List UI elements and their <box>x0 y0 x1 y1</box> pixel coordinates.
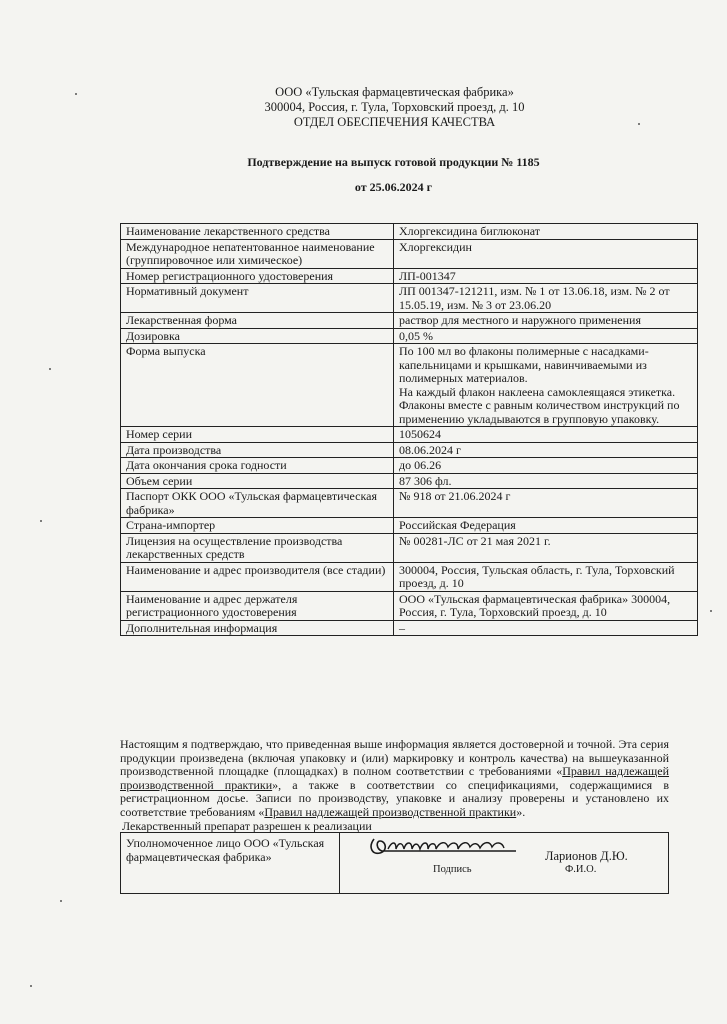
table-row <box>121 533 698 562</box>
table-row <box>121 562 698 591</box>
row-value: Хлоргексидина биглюконат <box>394 224 698 240</box>
row-value: Хлоргексидин <box>394 239 698 268</box>
table-row <box>121 328 698 344</box>
declaration-text <box>120 738 669 819</box>
declaration-part-2: », а также в соответствии со спецификациями, содержащимися в регистрационном досье. Записи по производству, упаковке и анализу проверены и установлено их соответствие требованиям « <box>120 777 669 819</box>
row-value: 1050624 <box>394 427 698 443</box>
row-label: Паспорт ОКК ООО «Тульская фармацевтическая фабрика» <box>121 489 394 518</box>
signature-label: Подпись <box>433 864 472 875</box>
letterhead <box>0 85 727 130</box>
scan-speck <box>710 610 712 612</box>
row-value: ЛП 001347-121211, изм. № 1 от 13.06.18, изм. № 2 от 15.05.19, изм. № 3 от 23.06.20 <box>394 284 698 313</box>
row-value: По 100 мл во флаконы полимерные с насадками-капельницами и крышками, навинчиваемыми из полимерных материалов. На каждый флакон наклеена самоклеящаяся этикетка. Флаконы вместе с равным количеством инструкций по применению укладываются в групповую упаковку. <box>394 344 698 427</box>
declaration-part-3: ». <box>516 804 526 819</box>
company-address: 300004, Россия, г. Тула, Торховский проезд, д. 10 <box>264 100 525 114</box>
table-row <box>121 442 698 458</box>
document-title-date: от 25.06.2024 г <box>354 180 433 194</box>
row-label: Международное непатентованное наименование (группировочное или химическое) <box>121 239 394 268</box>
document-title <box>0 155 727 195</box>
row-label: Лекарственная форма <box>121 313 394 329</box>
release-permit: Лекарственный препарат разрешен к реализации <box>122 819 372 833</box>
row-label: Нормативный документ <box>121 284 394 313</box>
row-value: № 918 от 21.06.2024 г <box>394 489 698 518</box>
table-row <box>121 473 698 489</box>
table-row <box>121 224 698 240</box>
scan-speck <box>49 368 51 370</box>
row-label: Страна-импортер <box>121 518 394 534</box>
row-value: Российская Федерация <box>394 518 698 534</box>
row-value: 87 306 фл. <box>394 473 698 489</box>
row-label: Номер серии <box>121 427 394 443</box>
row-value: 300004, Россия, Тульская область, г. Тула, Торховский проезд, д. 10 <box>394 562 698 591</box>
document-title-number: Подтверждение на выпуск готовой продукции № 1185 <box>247 155 540 169</box>
row-label: Дозировка <box>121 328 394 344</box>
row-label: Номер регистрационного удостоверения <box>121 268 394 284</box>
row-label: Форма выпуска <box>121 344 394 427</box>
table-row <box>121 313 698 329</box>
row-label: Дата окончания срока годности <box>121 458 394 474</box>
row-value: – <box>394 620 698 636</box>
table-row <box>121 591 698 620</box>
row-value: до 06.26 <box>394 458 698 474</box>
row-label: Объем серии <box>121 473 394 489</box>
row-value: 0,05 % <box>394 328 698 344</box>
scan-speck <box>30 985 32 987</box>
row-label: Лицензия на осуществление производства лекарственных средств <box>121 533 394 562</box>
product-info-table <box>120 223 698 636</box>
gmp-reference-2: Правил надлежащей производственной практики <box>264 804 517 819</box>
scan-speck <box>60 900 62 902</box>
row-label: Дата производства <box>121 442 394 458</box>
row-label: Наименование и адрес производителя (все стадии) <box>121 562 394 591</box>
company-name: ООО «Тульская фармацевтическая фабрика» <box>275 85 514 99</box>
scan-speck <box>638 123 640 125</box>
handwritten-signature <box>366 829 526 865</box>
row-value: № 00281-ЛС от 21 мая 2021 г. <box>394 533 698 562</box>
table-row <box>121 620 698 636</box>
row-label: Дополнительная информация <box>121 620 394 636</box>
authorized-person: Уполномоченное лицо ООО «Тульская фармацевтическая фабрика» <box>121 833 340 894</box>
gmp-reference-1: Правил надлежащей производственной практики <box>120 764 670 792</box>
row-label: Наименование и адрес держателя регистрационного удостоверения <box>121 591 394 620</box>
table-row <box>121 268 698 284</box>
table-row <box>121 344 698 427</box>
table-row <box>121 518 698 534</box>
name-label: Ф.И.О. <box>565 864 597 875</box>
department-name: ОТДЕЛ ОБЕСПЕЧЕНИЯ КАЧЕСТВА <box>293 115 496 129</box>
table-row <box>121 284 698 313</box>
table-row <box>121 427 698 443</box>
scan-speck <box>40 520 42 522</box>
row-value: 08.06.2024 г <box>394 442 698 458</box>
row-value: ЛП-001347 <box>394 268 698 284</box>
declaration-part-1: Настоящим я подтверждаю, что приведенная выше информация является достоверной и точной. Эта серия продукции произведена (включая упаковку и (или) маркировку и контроль качества) на вышеуказанной производственной площадке (площадках) в полном соответствии с требованиями « <box>120 737 669 778</box>
row-value: раствор для местного и наружного применения <box>394 313 698 329</box>
signer-name: Ларионов Д.Ю. <box>545 849 628 863</box>
table-row <box>121 458 698 474</box>
scan-speck <box>75 93 77 95</box>
table-row <box>121 489 698 518</box>
row-label: Наименование лекарственного средства <box>121 224 394 240</box>
row-value: ООО «Тульская фармацевтическая фабрика» 300004, Россия, г. Тула, Торховский проезд, д. 10 <box>394 591 698 620</box>
table-row <box>121 239 698 268</box>
